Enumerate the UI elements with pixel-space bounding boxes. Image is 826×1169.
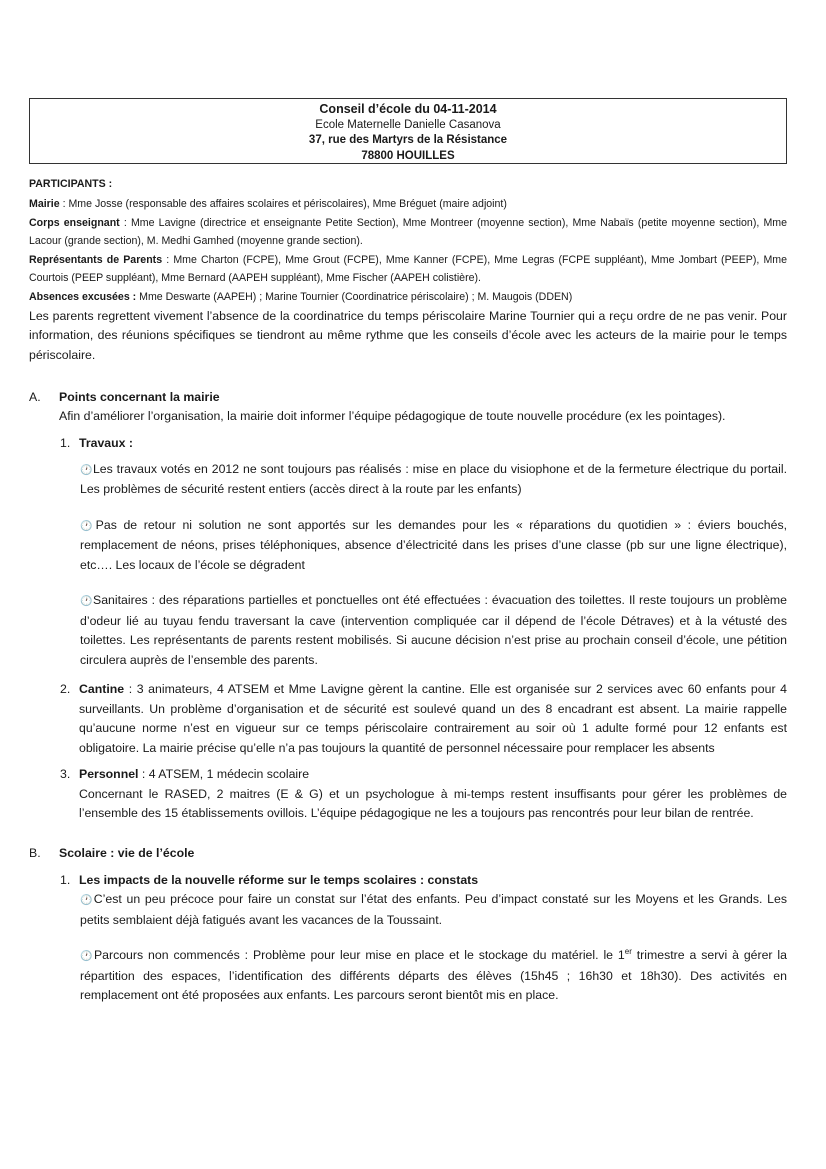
clock-bullet-icon: 🕐	[80, 464, 93, 476]
bullet-text: C’est un peu précoce pour faire un constat sur l’état des enfants. Peu d’impact constaté sur les Moyens et les Grands. Les petits semblaient déjà fatigués avant les vacances de la Toussaint.	[80, 892, 787, 927]
item-cantine	[29, 680, 787, 758]
item-detail: Concernant le RASED, 2 maitres (E & G) et un psychologue à mi-temps restent insuffisants pour gérer les problèmes de l’ensemble des 15 établissements ovillois. L’équipe pédagogique ne les a toujours pas rencontrés pour leur bilan de rentrée.	[79, 786, 787, 820]
bullet-text-pre: Parcours non commencés : Problème pour leur mise en place et le stockage du matériel. le 1	[93, 948, 625, 962]
clock-bullet-icon: 🕐	[80, 520, 96, 532]
section-a-intro: Afin d’améliorer l’organisation, la mairie doit informer l’équipe pédagogique de toute nouvelle procédure (ex les pointages).	[59, 409, 726, 423]
school-city: 78800 HOUILLES	[361, 149, 455, 162]
absences-text: Mme Deswarte (AAPEH) ; Marine Tournier (Coordinatrice périscolaire) ; M. Maugois (DDEN)	[136, 291, 573, 303]
item-personnel	[29, 765, 787, 824]
item-text: : 3 animateurs, 4 ATSEM et Mme Lavigne gèrent la cantine. Elle est organisée sur 2 services avec 60 enfants pour 4 surveillants. Un problème d’organisation et de sécurité est soulevé quand un des 8 encadrant est absent. La mairie rappelle qu’aucune norme n’est en vigueur sur ce temps périscolaire contrairement au soir où 1 adulte formé pour 12 enfants est obligatoire. La mairie précise qu’elle n’a pas toujours la quantité de personnel nécessaire pour remplacer les absents	[79, 682, 787, 755]
section-b-letter: B.	[29, 845, 41, 860]
item-title: Travaux :	[79, 436, 133, 450]
superscript-er: er	[624, 946, 632, 956]
section-a-title: Points concernant la mairie	[59, 390, 220, 404]
section-a-heading	[29, 388, 787, 406]
participants-parents	[29, 252, 787, 287]
header-box	[29, 98, 787, 164]
item-number: 3.	[60, 767, 71, 781]
mairie-text: : Mme Josse (responsable des affaires scolaires et périscolaires), Mme Bréguet (maire adjoint)	[59, 197, 507, 210]
item-reforme	[29, 871, 787, 1006]
bullet-paragraph	[79, 460, 787, 500]
item-number: 2.	[60, 682, 71, 696]
item-title: Les impacts de la nouvelle réforme sur le temps scolaires : constats	[79, 872, 479, 887]
item-travaux	[29, 434, 787, 670]
corps-label: Corps enseignant	[29, 217, 120, 229]
clock-bullet-icon: 🕐	[80, 596, 94, 607]
section-b-title: Scolaire : vie de l’école	[59, 845, 195, 860]
parents-label: Représentants de Parents	[29, 254, 163, 266]
school-address: 37, rue des Martyrs de la Résistance	[308, 134, 508, 146]
document-body	[29, 176, 787, 1006]
corps-text: : Mme Lavigne (directrice et enseignante Petite Section), Mme Montreer (moyenne section), Mme Nabaïs (petite moyenne section), Mme Lacour (grande section), M. Medhi Gamhed (moyenne grande section).	[29, 217, 787, 247]
participants-absences	[29, 289, 787, 307]
participants-heading: PARTICIPANTS :	[29, 178, 113, 190]
intro-paragraph: Les parents regrettent vivement l’absence de la coordinatrice du temps périscolaire Marine Tournier qui a reçu ordre de ne pas venir. Pour information, des réunions spécifiques se tiendront au même rythme que les conseils d’école avec les acteurs de la mairie pour le temps périscolaire.	[29, 308, 787, 362]
section-b	[29, 844, 787, 1006]
section-a	[29, 388, 787, 824]
section-b-heading	[29, 844, 787, 862]
participants-corps	[29, 215, 787, 250]
item-text: : 4 ATSEM, 1 médecin scolaire	[138, 767, 310, 781]
bullet-paragraph	[79, 890, 787, 930]
participants-mairie	[29, 196, 787, 214]
bullet-paragraph	[79, 591, 787, 670]
meeting-title: Conseil d’école du 04-11-2014	[319, 102, 497, 116]
mairie-label: Mairie	[29, 197, 60, 210]
school-name: Ecole Maternelle Danielle Casanova	[315, 118, 501, 131]
parents-text: : Mme Charton (FCPE), Mme Grout (FCPE), Mme Kanner (FCPE), Mme Legras (FCPE suppléant), Mme Jombart (PEEP), Mme Courtois (PEEP suppléant), Mme Bernard (AAPEH suppléant), Mme Fischer (AAPEH colistière).	[29, 254, 787, 284]
item-paragraph	[79, 680, 787, 758]
item-paragraph	[79, 765, 787, 785]
section-a-letter: A.	[29, 390, 41, 404]
bullet-text-post: trimestre a servi à gérer la répartition des espaces, l’identification des différents départs des élèves (15h45 ; 16h30 et 18h30). Des activités en remplacement ont été proposées aux enfants. Les parcours seront bientôt mis en place.	[80, 948, 787, 1002]
bullet-paragraph	[79, 516, 787, 576]
item-title: Cantine	[79, 682, 125, 696]
absences-label: Absences excusées :	[29, 291, 137, 303]
item-title: Personnel	[79, 767, 139, 781]
clock-bullet-icon: 🕐	[80, 951, 94, 962]
bullet-paragraph	[79, 946, 787, 1006]
bullet-text: Pas de retour ni solution ne sont apportés sur les demandes pour les « réparations du quotidien » : éviers bouchés, remplacement de néons, prises téléphoniques, absence d’électricité dans les prises d’une classe (pb sur une ligne électrique), etc…. Les locaux de l’école se dégradent	[80, 517, 788, 572]
clock-bullet-icon: 🕐	[80, 895, 94, 906]
bullet-text: Les travaux votés en 2012 ne sont toujours pas réalisés : mise en place du visiophone et de la fermeture électrique du portail. Les problèmes de sécurité restent entiers (accès direct à la route par les enfants)	[80, 461, 787, 496]
bullet-text: Sanitaires : des réparations partielles et ponctuelles ont été effectuées : évacuation des toilettes. Il reste toujours un problème d’odeur lié au tuyau fendu traversant la cave (intervention compliquée car il dépend de l’école Détraves) et à la vétusté des toilettes. Les représentants de parents restent mobilisés. Si aucune décision n’est prise au prochain conseil d’école, une pétition circulera auprès de l’ensemble des parents.	[80, 593, 787, 667]
item-number: 1.	[60, 872, 71, 887]
item-number: 1.	[60, 436, 71, 450]
